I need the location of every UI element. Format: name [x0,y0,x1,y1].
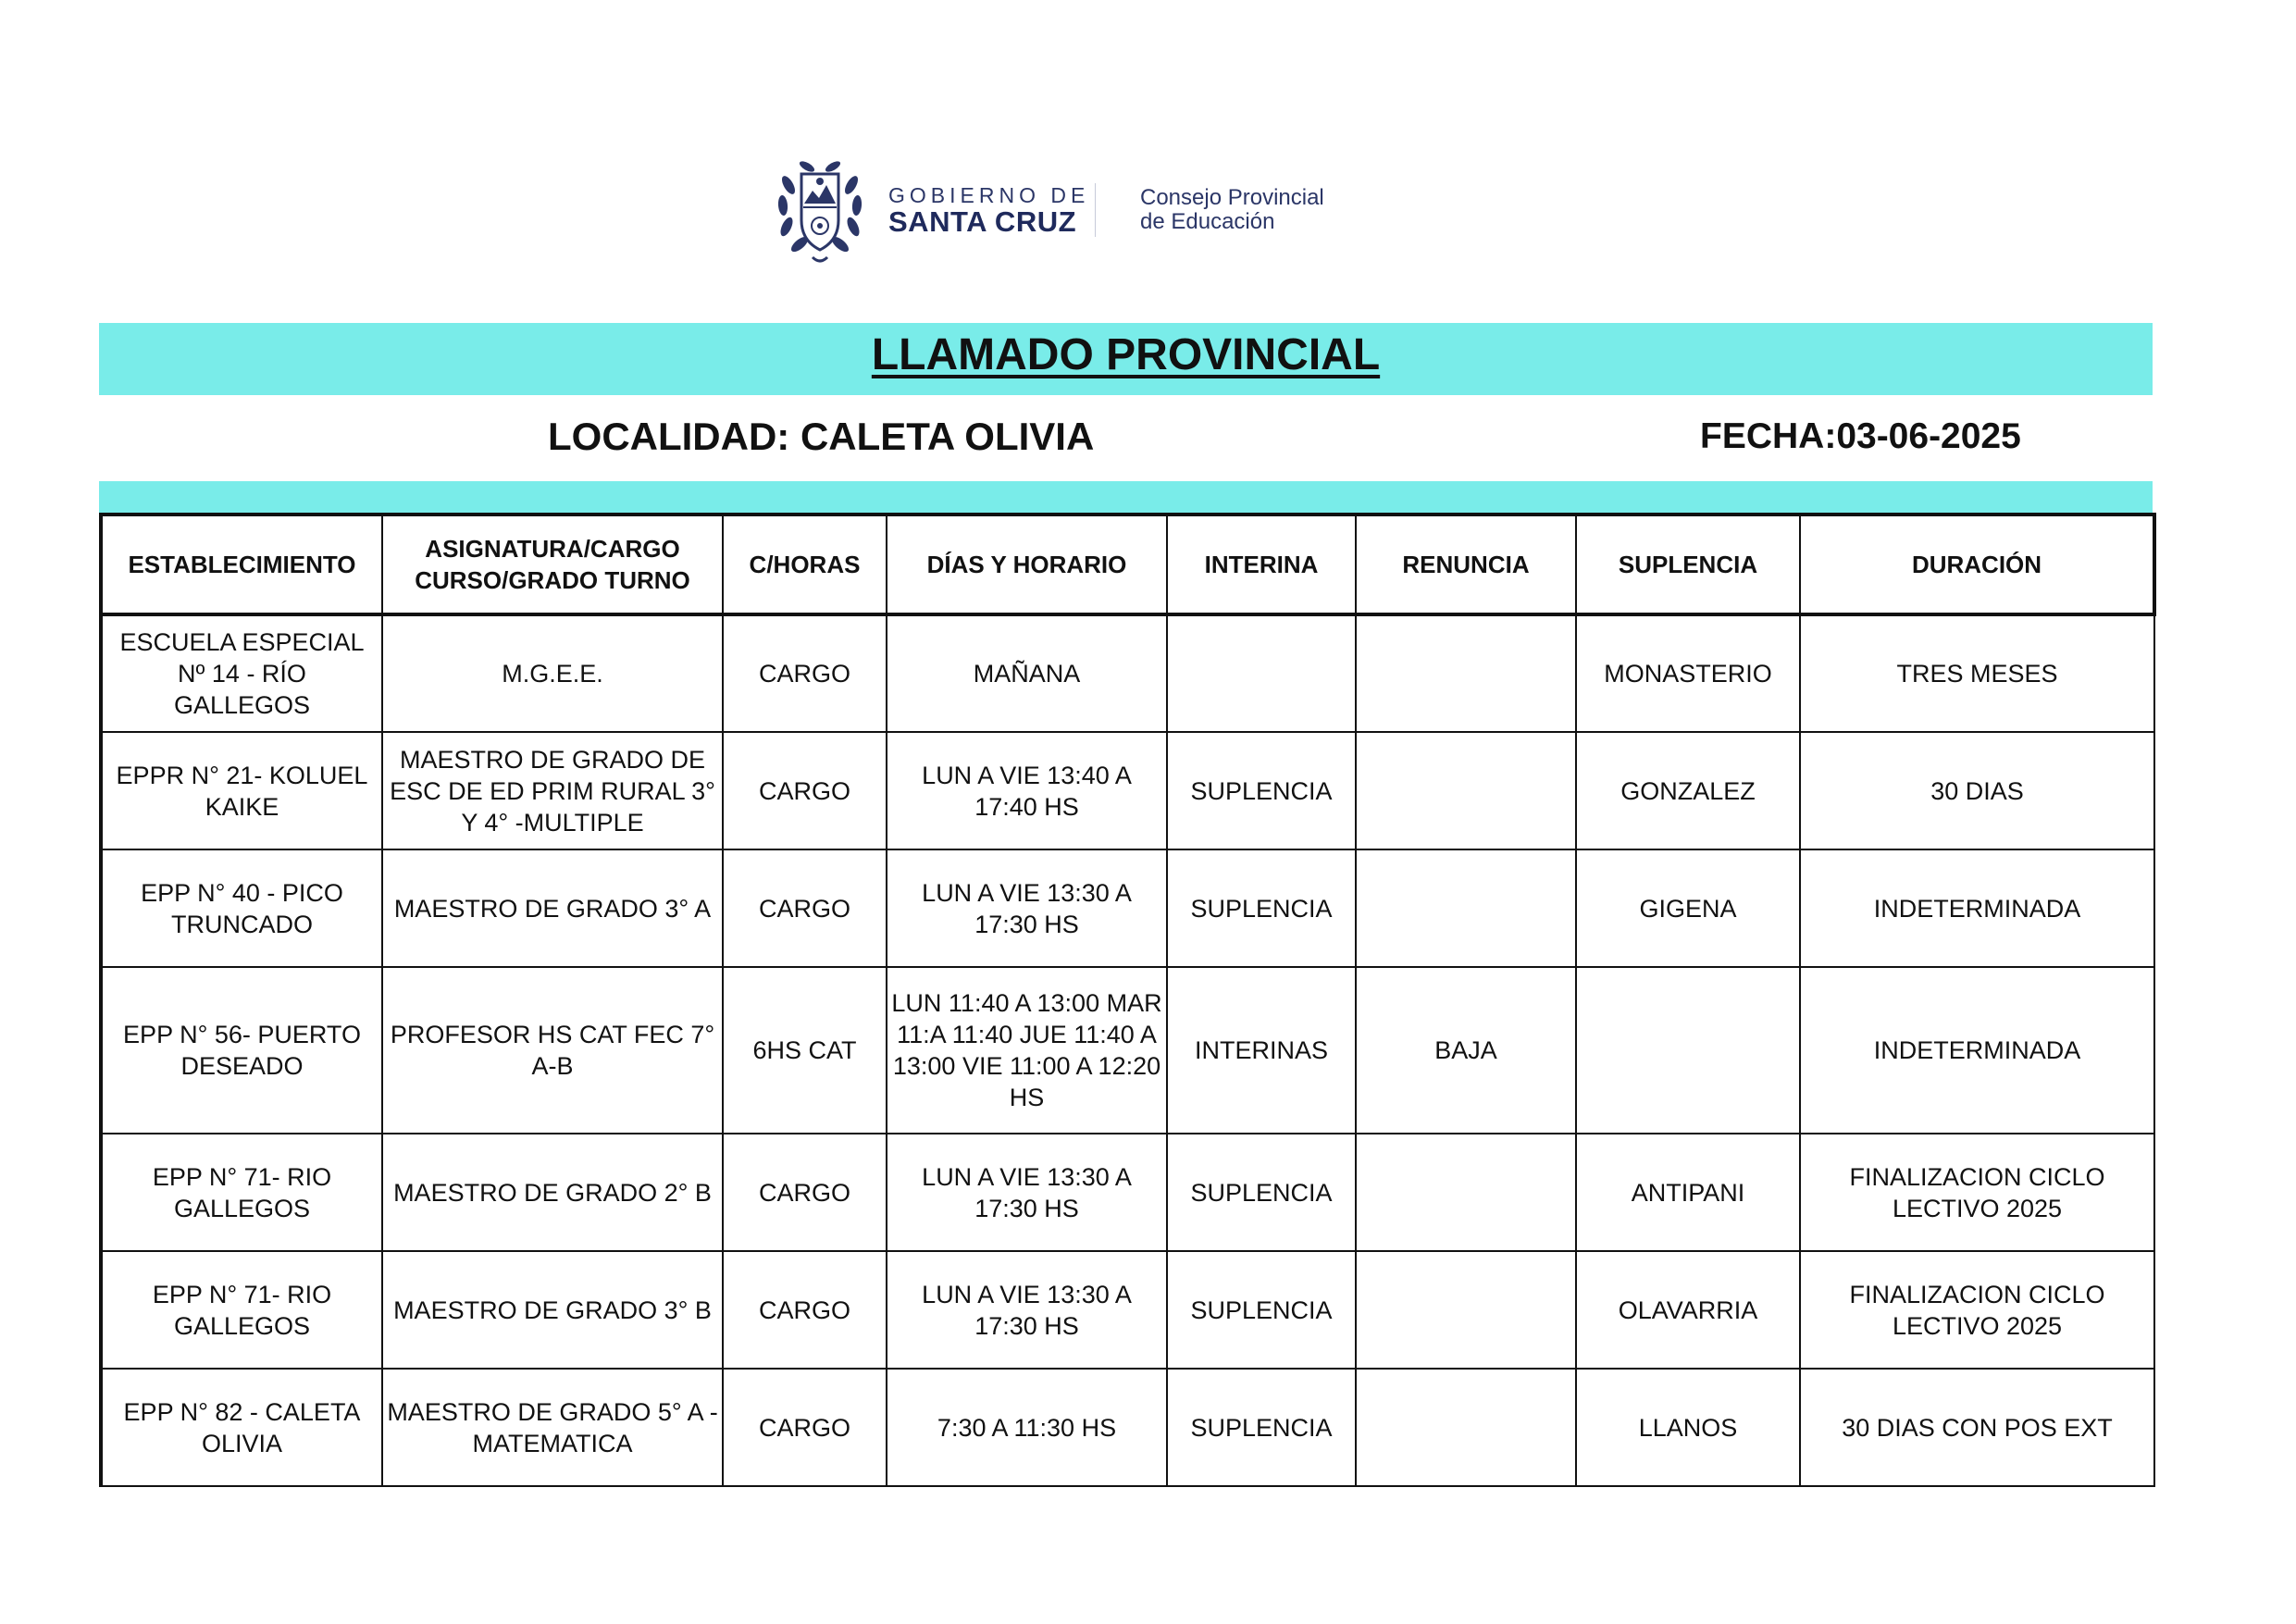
table-row [101,849,2154,967]
cell-horas: CARGO [723,732,887,849]
table-header-row [101,514,2154,614]
cell-renuncia [1356,1251,1576,1369]
cell-suplencia: MONASTERIO [1576,614,1800,732]
cell-horas: CARGO [723,1251,887,1369]
cell-establecimiento: ESCUELA ESPECIAL Nº 14 - RÍO GALLEGOS [101,614,382,732]
cell-establecimiento: EPP N° 40 - PICO TRUNCADO [101,849,382,967]
logo-consejo-provincial: Consejo Provincial [1140,185,1324,210]
cell-interina: SUPLENCIA [1167,1134,1356,1251]
column-header-horas: C/HORAS [723,514,887,614]
cell-renuncia [1356,1134,1576,1251]
cell-duracion: 30 DIAS CON POS EXT [1800,1369,2154,1486]
cell-asignatura: MAESTRO DE GRADO 3° B [382,1251,723,1369]
cell-asignatura: MAESTRO DE GRADO 3° A [382,849,723,967]
table-row [101,1369,2154,1486]
cell-renuncia [1356,1369,1576,1486]
table-row [101,1134,2154,1251]
table-row [101,967,2154,1134]
provincial-seal-icon [776,148,864,268]
cell-horario: LUN A VIE 13:30 A 17:30 HS [887,1251,1167,1369]
cell-duracion: 30 DIAS [1800,732,2154,849]
column-header-duracion: DURACIÓN [1800,514,2154,614]
cell-establecimiento: EPP N° 71- RIO GALLEGOS [101,1251,382,1369]
cell-asignatura: MAESTRO DE GRADO 5° A - MATEMATICA [382,1369,723,1486]
cell-asignatura: MAESTRO DE GRADO 2° B [382,1134,723,1251]
cell-duracion: FINALIZACION CICLO LECTIVO 2025 [1800,1251,2154,1369]
column-header-interina: INTERINA [1167,514,1356,614]
cell-suplencia: LLANOS [1576,1369,1800,1486]
logo-separator [1095,183,1096,237]
cell-horario: MAÑANA [887,614,1167,732]
cell-renuncia: BAJA [1356,967,1576,1134]
cell-horario: LUN A VIE 13:30 A 17:30 HS [887,1134,1167,1251]
cell-suplencia: ANTIPANI [1576,1134,1800,1251]
cell-interina: SUPLENCIA [1167,1251,1356,1369]
cell-establecimiento: EPP N° 56- PUERTO DESEADO [101,967,382,1134]
column-header-asignatura: ASIGNATURA/CARGO CURSO/GRADO TURNO [382,514,723,614]
logo-gobierno-de: GOBIERNO DE [888,183,1090,207]
cell-horario: 7:30 A 11:30 HS [887,1369,1167,1486]
cell-renuncia [1356,732,1576,849]
cell-duracion: INDETERMINADA [1800,967,2154,1134]
cell-interina: SUPLENCIA [1167,732,1356,849]
cell-interina: INTERINAS [1167,967,1356,1134]
cell-horas: 6HS CAT [723,967,887,1134]
cell-horario: LUN A VIE 13:30 A 17:30 HS [887,849,1167,967]
cell-suplencia: GIGENA [1576,849,1800,967]
cell-horas: CARGO [723,614,887,732]
cell-interina: SUPLENCIA [1167,1369,1356,1486]
fecha-label: FECHA:03-06-2025 [1700,416,2021,456]
logo-de-educacion: de Educación [1140,209,1275,234]
santa-cruz-logo [776,148,1349,268]
cell-interina [1167,614,1356,732]
cell-horas: CARGO [723,1134,887,1251]
llamado-table [99,513,2156,1487]
cell-suplencia: GONZALEZ [1576,732,1800,849]
cell-horario: LUN A VIE 13:40 A 17:40 HS [887,732,1167,849]
cell-suplencia: OLAVARRIA [1576,1251,1800,1369]
cell-suplencia [1576,967,1800,1134]
column-header-horario: DÍAS Y HORARIO [887,514,1167,614]
cell-horas: CARGO [723,1369,887,1486]
cell-horas: CARGO [723,849,887,967]
page-title: LLAMADO PROVINCIAL [871,330,1381,379]
cell-asignatura: PROFESOR HS CAT FEC 7° A-B [382,967,723,1134]
cell-duracion: INDETERMINADA [1800,849,2154,967]
table-row [101,614,2154,732]
cell-asignatura: MAESTRO DE GRADO DE ESC DE ED PRIM RURAL 3° Y 4° -MULTIPLE [382,732,723,849]
cell-establecimiento: EPP N° 71- RIO GALLEGOS [101,1134,382,1251]
cell-establecimiento: EPP N° 82 - CALETA OLIVIA [101,1369,382,1486]
column-header-establecimiento: ESTABLECIMIENTO [101,514,382,614]
cell-horario: LUN 11:40 A 13:00 MAR 11:A 11:40 JUE 11:40 A 13:00 VIE 11:00 A 12:20 HS [887,967,1167,1134]
cell-asignatura: M.G.E.E. [382,614,723,732]
column-header-renuncia: RENUNCIA [1356,514,1576,614]
localidad-label: LOCALIDAD: CALETA OLIVIA [548,415,1095,458]
table-row [101,1251,2154,1369]
cell-duracion: TRES MESES [1800,614,2154,732]
cell-establecimiento: EPPR N° 21- KOLUEL KAIKE [101,732,382,849]
column-header-suplencia: SUPLENCIA [1576,514,1800,614]
table-row [101,732,2154,849]
logo-santa-cruz: SANTA CRUZ [888,205,1077,238]
cell-renuncia [1356,849,1576,967]
separator-band [99,481,2153,513]
cell-renuncia [1356,614,1576,732]
cell-duracion: FINALIZACION CICLO LECTIVO 2025 [1800,1134,2154,1251]
cell-interina: SUPLENCIA [1167,849,1356,967]
